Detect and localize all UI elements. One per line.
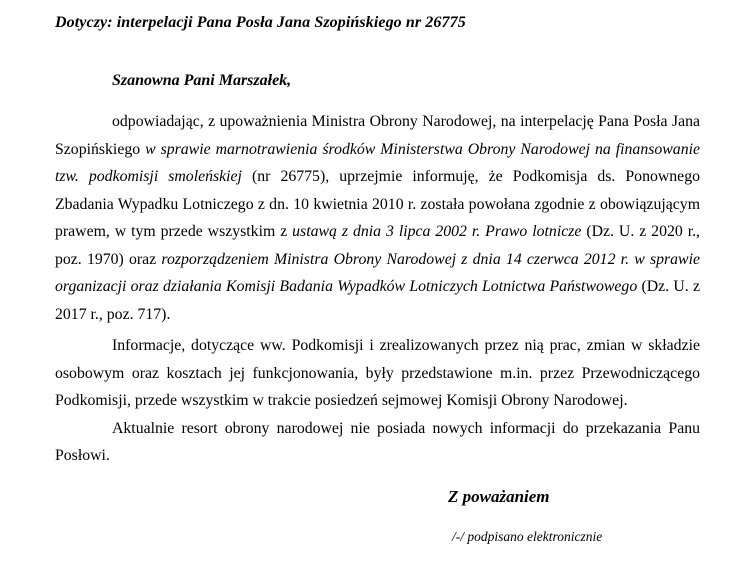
- paragraph1-regular-segment: (Dz. U. z 2017 r., poz. 717).: [55, 278, 700, 323]
- body-paragraph-1: [55, 108, 700, 328]
- salutation: Szanowna Pani Marszałek,: [112, 71, 292, 89]
- paragraph1-regular-segment: odpowiadając, z upoważnienia Ministra Obrony Narodowej, na interpelację Pana Posła Jana Szopińskiego: [55, 113, 700, 158]
- closing-phrase: Z poważaniem: [448, 486, 550, 506]
- paragraph1-italic-aviation-law-title: ustawą z dnia 3 lipca 2002 r. Prawo lotnicze: [292, 223, 587, 240]
- subject-line: Dotyczy: interpelacji Pana Posła Jana Szopińskiego nr 26775: [55, 14, 466, 31]
- body-paragraph-3: Aktualnie resort obrony narodowej nie posiada nowych informacji do przekazania Panu Posłowi.: [55, 419, 700, 464]
- letter-content: [55, 0, 700, 547]
- paragraph1-regular-segment: (Dz. U. z 2020 r., poz. 1970) oraz: [55, 223, 700, 268]
- paragraph1-italic-interpellation-title: w sprawie marnotrawienia środków Ministerstwa Obrony Narodowej na finansowanie tzw. podkomisji smoleńskiej: [55, 140, 700, 185]
- electronic-signature-note: /-/ podpisano elektronicznie: [452, 529, 603, 544]
- body-paragraph-2: Informacje, dotyczące ww. Podkomisji i zrealizowanych przez nią prac, zmian w składzie osobowym oraz kosztach jej funkcjonowania, były przedstawione m.in. przez Przewodniczącego Podkomisji, przede wszystkim w trakcie posiedzeń sejmowej Komisji Obrony Narodowej.: [55, 337, 700, 409]
- paragraph1-regular-segment: (nr 26775), uprzejmie informuję, że Podkomisja ds. Ponownego Zbadania Wypadku Lotniczego z dn. 10 kwietnia 2010 r. została powołana zgodnie z obowiązującym prawem, w tym przede wszystkim z: [55, 168, 700, 240]
- paragraph1-italic-regulation-title: rozporządzeniem Ministra Obrony Narodowej z dnia 14 czerwca 2012 r. w sprawie organizacji oraz działania Komisji Badania Wypadków Lotniczych Lotnictwa Państwowego: [55, 250, 700, 295]
